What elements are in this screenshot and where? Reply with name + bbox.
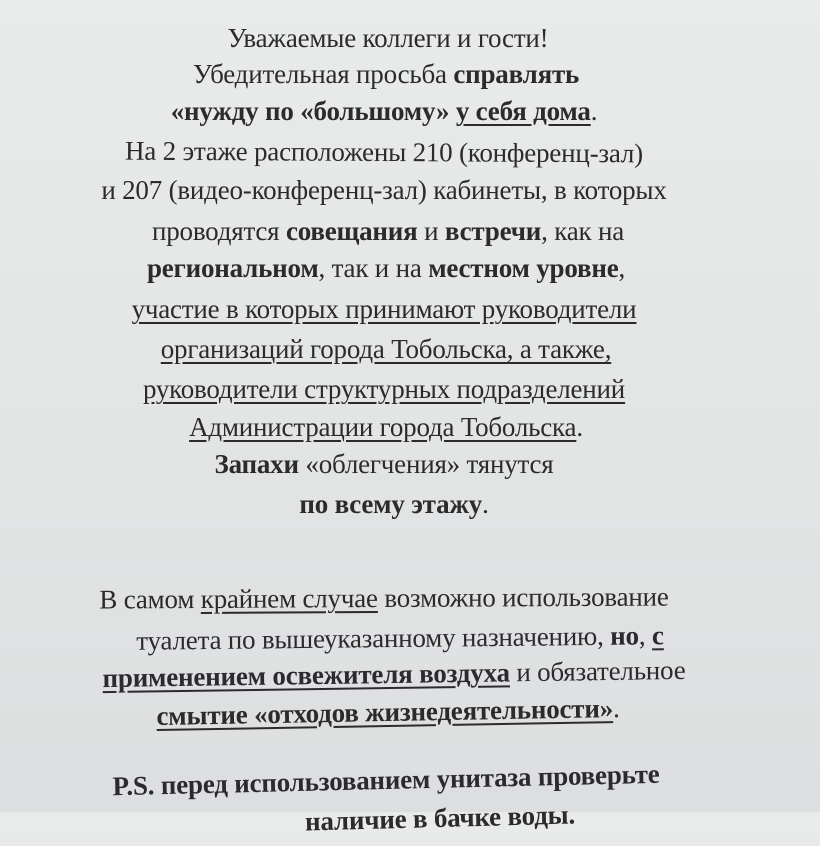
extreme-case-tail: возможно использование [377, 581, 669, 614]
administration-text: Администрации города Тобольска [189, 412, 577, 442]
whole-floor-period: . [482, 489, 489, 519]
air-freshener-text: применением освежителя воздуха [102, 657, 510, 694]
smells-line [4, 446, 764, 482]
flush-text: смытие «отходов жизнедеятельности» [156, 693, 614, 732]
at-home-text: у себя дома [455, 96, 591, 126]
period: . [590, 96, 598, 126]
administration-period: . [576, 412, 583, 442]
greeting-text: Уважаемые коллеги и гости! [227, 23, 549, 53]
meetings-bold: совещания [285, 216, 418, 246]
smells-bold: Запахи [214, 449, 299, 479]
heads-line [4, 371, 764, 407]
local-bold: местном уровне [428, 253, 619, 283]
request-continuation-line [4, 93, 764, 129]
whole-floor-bold: по всему этажу [299, 489, 483, 519]
flush-period: . [612, 692, 620, 724]
meetings-text: проводятся [151, 216, 286, 246]
administration-line [6, 409, 766, 445]
smells-text: «облегчения» тянутся [298, 449, 554, 479]
greeting-line [8, 20, 768, 56]
but-bold: но [609, 620, 639, 651]
postscript-text: P.S. перед использованием унитаза проверьте [112, 758, 660, 802]
request-line [6, 56, 766, 92]
toilet-use-text: туалета по вышеуказанному назначению, [136, 620, 611, 656]
postscript-continuation-text: наличие в бачке воды. [304, 799, 576, 837]
meetings-tail: , как на [541, 216, 625, 246]
rooms-line [4, 172, 764, 208]
request-text: Убедительная просьба [192, 59, 454, 89]
whole-floor-line [14, 486, 774, 522]
with-underlined: с [651, 620, 664, 651]
mandatory-text: и обязательное [509, 654, 686, 688]
participants-line [4, 291, 764, 327]
levels-line [6, 250, 766, 286]
extreme-case-text: В самом [99, 583, 201, 615]
heads-text: руководители структурных подразделений [142, 374, 626, 404]
levels-mid: , так и на [318, 253, 429, 283]
request-bold-text: «нужду по «большому» [170, 96, 456, 126]
extreme-case-line [4, 578, 764, 618]
meetings-and: и [417, 216, 445, 246]
rooms-text: и 207 (видео-конференц-зал) кабинеты, в которых [101, 175, 667, 205]
levels-comma: , [618, 253, 626, 283]
floor-info-text: На 2 этаже расположены 210 (конференц-зал) [124, 135, 644, 169]
extreme-case-underlined: крайнем случае [200, 583, 378, 614]
request-emphasis: справлять [453, 59, 580, 89]
regional-bold: региональном [146, 253, 319, 283]
encounters-bold: встречи [444, 216, 542, 246]
participants-text: участие в которых принимают руководители [131, 294, 637, 324]
floor-info-line [4, 132, 764, 172]
organizations-text: организаций города Тобольска, а также, [160, 334, 612, 364]
toilet-use-comma: , [638, 620, 653, 651]
meetings-line [8, 213, 768, 249]
organizations-line [6, 331, 766, 367]
